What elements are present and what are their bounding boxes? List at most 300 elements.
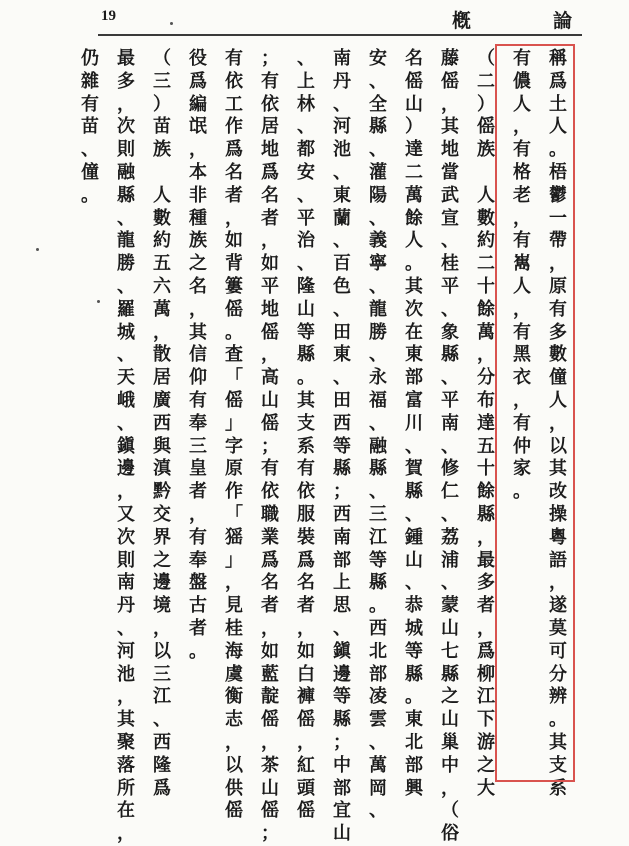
running-title-char: 論 bbox=[552, 10, 572, 32]
text-char: 則 bbox=[117, 549, 135, 571]
text-char: 。 bbox=[297, 367, 315, 389]
text-char: 有 bbox=[513, 321, 531, 343]
text-char: 傜 bbox=[225, 298, 243, 320]
text-char: 傜 bbox=[225, 800, 243, 822]
text-char: 海 bbox=[225, 640, 243, 662]
text-char: 東 bbox=[405, 709, 423, 731]
text-char: 、 bbox=[441, 503, 459, 525]
text-char: 黔 bbox=[153, 481, 171, 503]
text-char: 黑 bbox=[513, 344, 531, 366]
text-char: 餘 bbox=[477, 298, 495, 320]
text-char: ； bbox=[333, 481, 351, 503]
text-char: 等 bbox=[333, 435, 351, 457]
text-char: 等 bbox=[405, 640, 423, 662]
text-char: 爲 bbox=[261, 161, 279, 183]
text-char: 爲 bbox=[153, 777, 171, 799]
text-char: 、 bbox=[441, 572, 459, 594]
text-char: 傜 bbox=[477, 116, 495, 138]
text-char: 灌 bbox=[369, 161, 387, 183]
text-char: 依 bbox=[297, 481, 315, 503]
text-char: 鍾 bbox=[405, 526, 423, 548]
text-char: 上 bbox=[333, 572, 351, 594]
text-char: 編 bbox=[189, 93, 207, 115]
text-char: 縣 bbox=[405, 663, 423, 685]
text-char: 盤 bbox=[189, 572, 207, 594]
text-char: 其 bbox=[117, 709, 135, 731]
text-char: 作 bbox=[225, 481, 243, 503]
text-char: ， bbox=[225, 731, 243, 753]
text-char: 仰 bbox=[189, 367, 207, 389]
text-char: 縣 bbox=[369, 458, 387, 480]
text-char: ； bbox=[261, 823, 279, 845]
text-char: 聚 bbox=[117, 731, 135, 753]
text-char: 依 bbox=[225, 70, 243, 92]
text-char: 又 bbox=[117, 503, 135, 525]
text-char: 東 bbox=[333, 344, 351, 366]
text-char: 有 bbox=[297, 458, 315, 480]
text-char: 山 bbox=[441, 617, 459, 639]
text-char: 。 bbox=[369, 595, 387, 617]
text-char: 爲 bbox=[189, 70, 207, 92]
text-char: ， bbox=[189, 503, 207, 525]
text-char: 支 bbox=[297, 412, 315, 434]
text-char: 見 bbox=[225, 595, 243, 617]
text-char: ， bbox=[261, 731, 279, 753]
header-rule bbox=[98, 34, 582, 36]
text-char: 仍 bbox=[81, 48, 99, 69]
text-char: 所 bbox=[117, 777, 135, 799]
text-char: 工 bbox=[225, 93, 243, 115]
text-column bbox=[508, 48, 536, 768]
text-column bbox=[292, 48, 320, 822]
text-char: 名 bbox=[297, 572, 315, 594]
text-char: 福 bbox=[369, 389, 387, 411]
text-char: 羅 bbox=[117, 298, 135, 320]
text-char: 縣 bbox=[477, 503, 495, 525]
text-char: 數 bbox=[549, 344, 567, 366]
text-char: 虞 bbox=[225, 663, 243, 685]
text-char: 平 bbox=[441, 275, 459, 297]
text-char: 峨 bbox=[117, 389, 135, 411]
text-char: ， bbox=[153, 321, 171, 343]
text-char: 嶲 bbox=[513, 253, 531, 275]
text-char: ， bbox=[549, 572, 567, 594]
text-column bbox=[112, 48, 140, 845]
text-char: 改 bbox=[549, 481, 567, 503]
text-char: ， bbox=[261, 230, 279, 252]
text-char: 山 bbox=[261, 777, 279, 799]
text-char: 、 bbox=[333, 161, 351, 183]
text-char: 在 bbox=[405, 321, 423, 343]
text-char: 者 bbox=[261, 207, 279, 229]
text-char: 者 bbox=[297, 595, 315, 617]
text-char: ， bbox=[153, 617, 171, 639]
text-char: 、 bbox=[333, 93, 351, 115]
text-char: 名 bbox=[189, 275, 207, 297]
text-char: 簍 bbox=[225, 275, 243, 297]
text-char: 鬱 bbox=[549, 184, 567, 206]
text-char: 一 bbox=[549, 207, 567, 229]
text-char: 縣 bbox=[333, 458, 351, 480]
text-char: 傜 bbox=[297, 709, 315, 731]
text-char: 西 bbox=[153, 731, 171, 753]
text-char: ， bbox=[189, 139, 207, 161]
text-char: 雜 bbox=[81, 70, 99, 92]
text-char: 滇 bbox=[153, 458, 171, 480]
text-char: 縣 bbox=[441, 344, 459, 366]
text-char: 部 bbox=[405, 367, 423, 389]
text-char: 象 bbox=[441, 321, 459, 343]
text-char: 系 bbox=[297, 435, 315, 457]
text-char: 奉 bbox=[189, 549, 207, 571]
text-char: 裝 bbox=[297, 526, 315, 548]
text-char: 、 bbox=[117, 617, 135, 639]
text-column bbox=[400, 48, 428, 799]
text-char: 西 bbox=[333, 503, 351, 525]
text-char: 者 bbox=[477, 595, 495, 617]
text-char: 其 bbox=[297, 389, 315, 411]
text-char: 達 bbox=[477, 412, 495, 434]
text-char: 、 bbox=[441, 298, 459, 320]
text-char: 落 bbox=[117, 754, 135, 776]
text-char: 。 bbox=[549, 709, 567, 731]
text-char: 有 bbox=[225, 48, 243, 69]
text-char: 勝 bbox=[117, 253, 135, 275]
text-char: 鎭 bbox=[117, 435, 135, 457]
text-char: 。 bbox=[189, 640, 207, 662]
text-char: 之 bbox=[153, 549, 171, 571]
text-char: 宜 bbox=[333, 800, 351, 822]
text-char: 江 bbox=[153, 686, 171, 708]
text-char: 以 bbox=[153, 640, 171, 662]
text-char: 上 bbox=[297, 70, 315, 92]
text-char: 莫 bbox=[549, 617, 567, 639]
text-char: 人 bbox=[549, 116, 567, 138]
text-char: 名 bbox=[261, 184, 279, 206]
text-char: 帶 bbox=[549, 230, 567, 252]
text-char: 恭 bbox=[405, 595, 423, 617]
text-char: 餘 bbox=[405, 207, 423, 229]
text-char: 供 bbox=[225, 777, 243, 799]
text-char: 平 bbox=[261, 275, 279, 297]
text-column bbox=[76, 48, 104, 768]
text-char: 南 bbox=[441, 412, 459, 434]
text-char: ， bbox=[225, 572, 243, 594]
print-speck bbox=[97, 300, 100, 303]
text-char: 宣 bbox=[441, 207, 459, 229]
text-column bbox=[184, 48, 212, 768]
text-char: 作 bbox=[225, 116, 243, 138]
text-char: 土 bbox=[549, 93, 567, 115]
text-char: 界 bbox=[153, 526, 171, 548]
text-char: 有 bbox=[513, 48, 531, 69]
text-char: 、 bbox=[369, 344, 387, 366]
text-char: 爲 bbox=[261, 549, 279, 571]
text-char: 賀 bbox=[405, 458, 423, 480]
text-char: 、 bbox=[297, 116, 315, 138]
text-char: 靛 bbox=[261, 686, 279, 708]
text-char: 山 bbox=[333, 823, 351, 845]
text-char: 南 bbox=[333, 526, 351, 548]
text-char: 川 bbox=[405, 412, 423, 434]
text-column bbox=[472, 48, 500, 799]
text-char: ， bbox=[441, 777, 459, 799]
text-char: ， bbox=[297, 731, 315, 753]
text-char: 名 bbox=[225, 161, 243, 183]
text-char: 格 bbox=[513, 161, 531, 183]
text-char: 」 bbox=[225, 412, 243, 434]
text-char: 縣 bbox=[441, 663, 459, 685]
text-char: 族 bbox=[189, 230, 207, 252]
text-char: 浦 bbox=[441, 549, 459, 571]
text-char: ； bbox=[261, 435, 279, 457]
text-char: 服 bbox=[297, 503, 315, 525]
text-char: 奉 bbox=[189, 412, 207, 434]
text-char: 蒙 bbox=[441, 595, 459, 617]
text-char: 。 bbox=[405, 686, 423, 708]
text-char: 七 bbox=[441, 640, 459, 662]
text-char: 人 bbox=[549, 389, 567, 411]
text-column bbox=[148, 48, 176, 799]
text-char: 居 bbox=[261, 116, 279, 138]
text-char: 東 bbox=[333, 184, 351, 206]
text-char: 江 bbox=[477, 686, 495, 708]
text-char: 、 bbox=[333, 298, 351, 320]
text-char: 遂 bbox=[549, 595, 567, 617]
text-char: （ bbox=[153, 48, 171, 69]
text-char: ， bbox=[189, 298, 207, 320]
text-char: 支 bbox=[549, 754, 567, 776]
text-char: 約 bbox=[153, 230, 171, 252]
text-char: 皇 bbox=[189, 458, 207, 480]
text-char: 、 bbox=[81, 139, 99, 161]
text-char: 多 bbox=[117, 70, 135, 92]
text-char: 、 bbox=[369, 275, 387, 297]
text-char: 。 bbox=[405, 253, 423, 275]
text-char: ， bbox=[477, 526, 495, 548]
text-char: 族 bbox=[477, 139, 495, 161]
text-column bbox=[544, 48, 572, 799]
text-char: 達 bbox=[405, 139, 423, 161]
text-char: 縣 bbox=[117, 184, 135, 206]
text-char: 三 bbox=[153, 663, 171, 685]
text-char: 。 bbox=[513, 481, 531, 503]
text-char: 山 bbox=[405, 93, 423, 115]
text-char: 富 bbox=[405, 389, 423, 411]
text-char: 隆 bbox=[297, 275, 315, 297]
text-char: 者 bbox=[189, 481, 207, 503]
text-char: 藍 bbox=[261, 663, 279, 685]
text-char: 褲 bbox=[297, 686, 315, 708]
text-char: 南 bbox=[333, 48, 351, 69]
text-char: 都 bbox=[297, 139, 315, 161]
text-char: 有 bbox=[261, 70, 279, 92]
text-char: 、 bbox=[333, 367, 351, 389]
text-char: 傜 bbox=[261, 709, 279, 731]
text-char: 萬 bbox=[477, 321, 495, 343]
text-char: 、 bbox=[369, 800, 387, 822]
text-char: 當 bbox=[441, 161, 459, 183]
text-char: 氓 bbox=[189, 116, 207, 138]
text-char: 田 bbox=[333, 321, 351, 343]
text-char: 約 bbox=[477, 230, 495, 252]
text-char: 南 bbox=[117, 572, 135, 594]
text-char: 蘭 bbox=[333, 207, 351, 229]
print-speck bbox=[170, 22, 173, 25]
text-char: 最 bbox=[477, 549, 495, 571]
text-char: 十 bbox=[477, 458, 495, 480]
text-char: 之 bbox=[189, 253, 207, 275]
text-char: 色 bbox=[333, 275, 351, 297]
text-char bbox=[477, 162, 495, 185]
text-char: 境 bbox=[153, 595, 171, 617]
text-char: ） bbox=[405, 116, 423, 138]
text-char: 非 bbox=[189, 184, 207, 206]
text-char: 布 bbox=[477, 389, 495, 411]
text-char: 最 bbox=[117, 48, 135, 69]
text-char: 西 bbox=[369, 617, 387, 639]
text-char: 城 bbox=[405, 617, 423, 639]
text-char: 苗 bbox=[81, 116, 99, 138]
text-char: 河 bbox=[333, 116, 351, 138]
text-column bbox=[256, 48, 284, 845]
text-char: 爲 bbox=[549, 70, 567, 92]
text-char: 儂 bbox=[513, 70, 531, 92]
text-char: 修 bbox=[441, 458, 459, 480]
text-char: 操 bbox=[549, 503, 567, 525]
text-char: 、 bbox=[441, 230, 459, 252]
text-char: ， bbox=[117, 686, 135, 708]
text-char: 三 bbox=[189, 435, 207, 457]
text-char: 之 bbox=[441, 686, 459, 708]
text-char: 傜 bbox=[261, 321, 279, 343]
text-char: 縣 bbox=[369, 572, 387, 594]
text-char: 、 bbox=[441, 435, 459, 457]
text-column bbox=[328, 48, 356, 845]
text-char: 下 bbox=[477, 709, 495, 731]
text-char: 衡 bbox=[225, 686, 243, 708]
text-char: 高 bbox=[261, 367, 279, 389]
text-char: 老 bbox=[513, 184, 531, 206]
text-char: ， bbox=[513, 389, 531, 411]
text-char: 邊 bbox=[153, 572, 171, 594]
text-char: 背 bbox=[225, 253, 243, 275]
text-char: 原 bbox=[549, 275, 567, 297]
text-char: 白 bbox=[297, 663, 315, 685]
text-char: 雲 bbox=[369, 709, 387, 731]
text-char: 、 bbox=[369, 412, 387, 434]
text-char: 餘 bbox=[477, 481, 495, 503]
text-char: 其 bbox=[441, 116, 459, 138]
text-char: 安 bbox=[297, 161, 315, 183]
text-char: 、 bbox=[333, 230, 351, 252]
text-char: ， bbox=[261, 617, 279, 639]
text-char: 廣 bbox=[153, 389, 171, 411]
text-char: 。 bbox=[225, 321, 243, 343]
text-char: 縣 bbox=[297, 344, 315, 366]
text-char: 。 bbox=[549, 139, 567, 161]
text-char: 數 bbox=[153, 207, 171, 229]
text-char: 城 bbox=[117, 321, 135, 343]
text-char: 勝 bbox=[369, 321, 387, 343]
text-char: 名 bbox=[405, 48, 423, 69]
text-char: 六 bbox=[153, 275, 171, 297]
text-char: 如 bbox=[261, 253, 279, 275]
text-char: 巢 bbox=[441, 731, 459, 753]
text-char: 有 bbox=[81, 93, 99, 115]
text-char: 如 bbox=[225, 230, 243, 252]
text-char: 治 bbox=[297, 230, 315, 252]
text-char: 二 bbox=[477, 253, 495, 275]
text-char: 以 bbox=[225, 754, 243, 776]
text-column bbox=[436, 48, 464, 845]
text-char: 、 bbox=[369, 731, 387, 753]
text-char: 隆 bbox=[153, 754, 171, 776]
text-char: ， bbox=[549, 253, 567, 275]
text-char: 家 bbox=[513, 458, 531, 480]
text-char: 者 bbox=[261, 595, 279, 617]
text-char: ， bbox=[261, 344, 279, 366]
text-char: 分 bbox=[477, 367, 495, 389]
text-char: 人 bbox=[405, 230, 423, 252]
text-char: 東 bbox=[405, 344, 423, 366]
text-char: 其 bbox=[405, 275, 423, 297]
text-char: 有 bbox=[549, 298, 567, 320]
text-char: 三 bbox=[153, 70, 171, 92]
text-char: 陽 bbox=[369, 184, 387, 206]
text-char: 丹 bbox=[117, 595, 135, 617]
text-char: 數 bbox=[477, 207, 495, 229]
text-char: 仲 bbox=[513, 435, 531, 457]
text-char: 、 bbox=[441, 367, 459, 389]
text-char: 字 bbox=[225, 435, 243, 457]
text-char: ， bbox=[513, 116, 531, 138]
text-char: ， bbox=[225, 207, 243, 229]
text-char: 爲 bbox=[225, 139, 243, 161]
text-char: 信 bbox=[189, 344, 207, 366]
text-char: 、 bbox=[297, 253, 315, 275]
text-char: 次 bbox=[117, 116, 135, 138]
text-char: 苗 bbox=[153, 116, 171, 138]
text-char: 其 bbox=[189, 321, 207, 343]
text-char: 系 bbox=[549, 777, 567, 799]
text-char: 、 bbox=[117, 344, 135, 366]
text-char: 田 bbox=[333, 389, 351, 411]
text-char: 池 bbox=[117, 663, 135, 685]
text-char: 有 bbox=[513, 139, 531, 161]
text-char: 人 bbox=[513, 275, 531, 297]
text-char: ， bbox=[513, 298, 531, 320]
text-char: ， bbox=[117, 93, 135, 115]
text-char: 本 bbox=[189, 161, 207, 183]
text-char: 人 bbox=[513, 93, 531, 115]
text-char: 仁 bbox=[441, 481, 459, 503]
text-char: 職 bbox=[261, 503, 279, 525]
text-char: 龍 bbox=[117, 230, 135, 252]
text-char: ， bbox=[117, 823, 135, 845]
text-char: 多 bbox=[477, 572, 495, 594]
print-speck bbox=[36, 248, 39, 251]
text-char: 、 bbox=[369, 207, 387, 229]
text-char: 丹 bbox=[333, 70, 351, 92]
text-char: 原 bbox=[225, 458, 243, 480]
text-char: 部 bbox=[333, 549, 351, 571]
text-char: 如 bbox=[297, 640, 315, 662]
text-char: 山 bbox=[405, 549, 423, 571]
text-char: 「 bbox=[225, 503, 243, 525]
text-char: 古 bbox=[189, 595, 207, 617]
text-char: ， bbox=[117, 481, 135, 503]
